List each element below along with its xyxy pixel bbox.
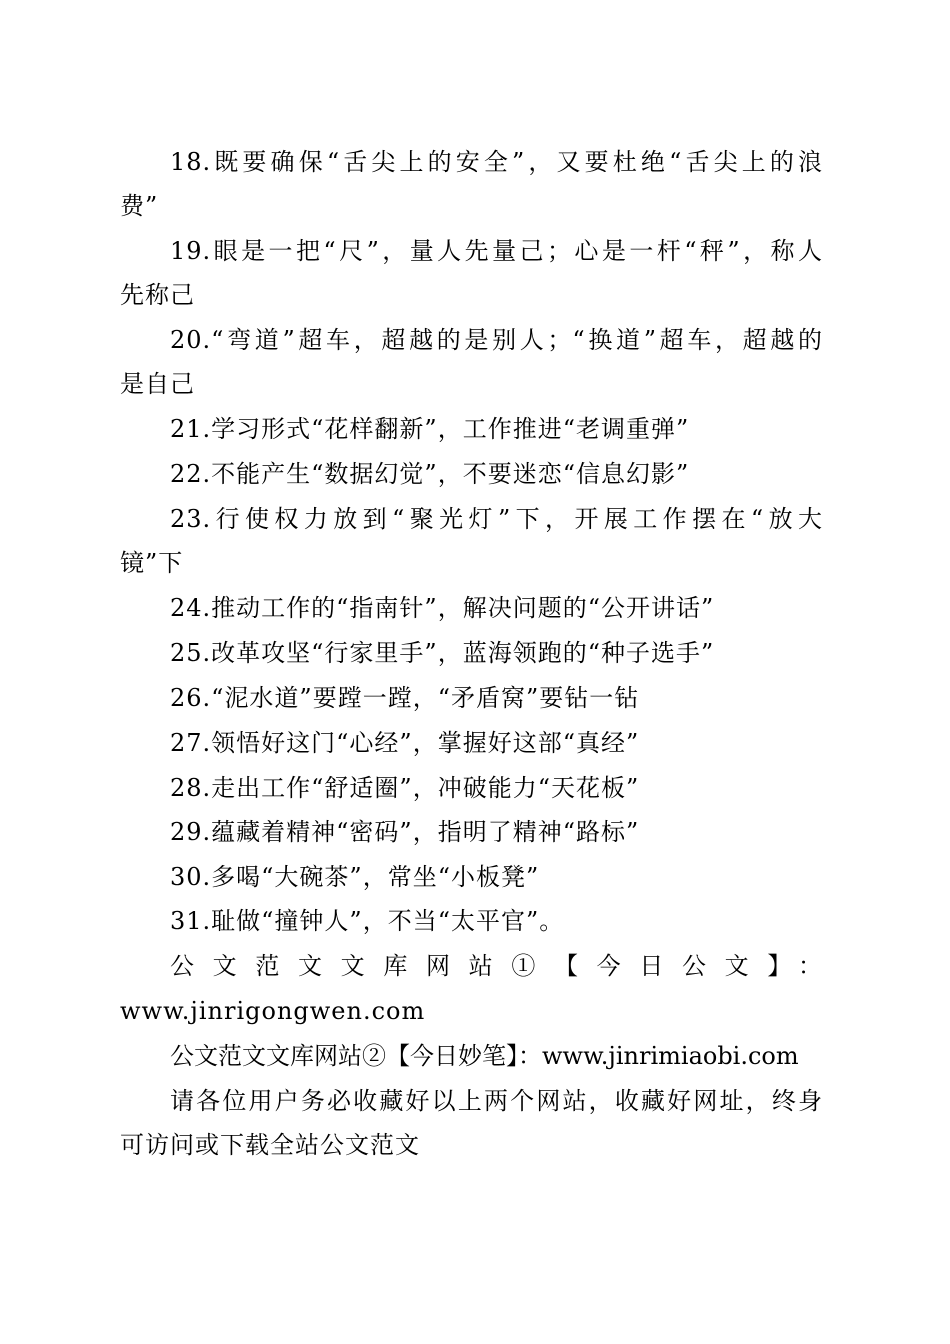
site2-line: 公文范文文库网站②【今日妙笔】：www.jinrimiaobi.com	[170, 1042, 799, 1070]
paragraph-23-line2: 镜”下	[120, 549, 184, 577]
paragraph-31: 31.耻做“撞钟人”，不当“太平官”。	[170, 907, 565, 935]
notice-line1: 请各位用户务必收藏好以上两个网站，收藏好网址，终身	[170, 1087, 823, 1115]
paragraph-24: 24.推动工作的“指南针”，解决问题的“公开讲话”	[170, 594, 715, 622]
paragraph-22: 22.不能产生“数据幻觉”，不要迷恋“信息幻影”	[170, 460, 690, 488]
paragraph-20-line2: 是自己	[120, 370, 195, 398]
paragraph-20-line1: 20.“弯道”超车，超越的是别人；“换道”超车，超越的	[170, 326, 823, 354]
paragraph-29: 29.蕴藏着精神“密码”，指明了精神“路标”	[170, 818, 640, 846]
notice-line2: 可访问或下载全站公文范文	[120, 1131, 420, 1159]
paragraph-18-line2: 费”	[120, 192, 159, 220]
site1-url[interactable]: www.jinrigongwen.com	[120, 997, 426, 1025]
paragraph-27: 27.领悟好这门“心经”，掌握好这部“真经”	[170, 729, 640, 757]
paragraph-21: 21.学习形式“花样翻新”，工作推进“老调重弹”	[170, 415, 690, 443]
paragraph-30: 30.多喝“大碗茶”，常坐“小板凳”	[170, 863, 540, 891]
paragraph-23-line1: 23.行使权力放到“聚光灯”下，开展工作摆在“放大	[170, 505, 823, 533]
paragraph-19-line1: 19.眼是一把“尺”，量人先量己；心是一杆“秤”，称人	[170, 237, 823, 265]
paragraph-25: 25.改革攻坚“行家里手”，蓝海领跑的“种子选手”	[170, 639, 715, 667]
site1-title: 公文范文文库网站①【今日公文】：	[170, 952, 823, 980]
paragraph-28: 28.走出工作“舒适圈”，冲破能力“天花板”	[170, 774, 640, 802]
paragraph-19-line2: 先称己	[120, 281, 195, 309]
paragraph-18-line1: 18.既要确保“舌尖上的安全”，又要杜绝“舌尖上的浪	[170, 148, 823, 176]
paragraph-26: 26.“泥水道”要蹚一蹚，“矛盾窝”要钻一钻	[170, 684, 640, 712]
